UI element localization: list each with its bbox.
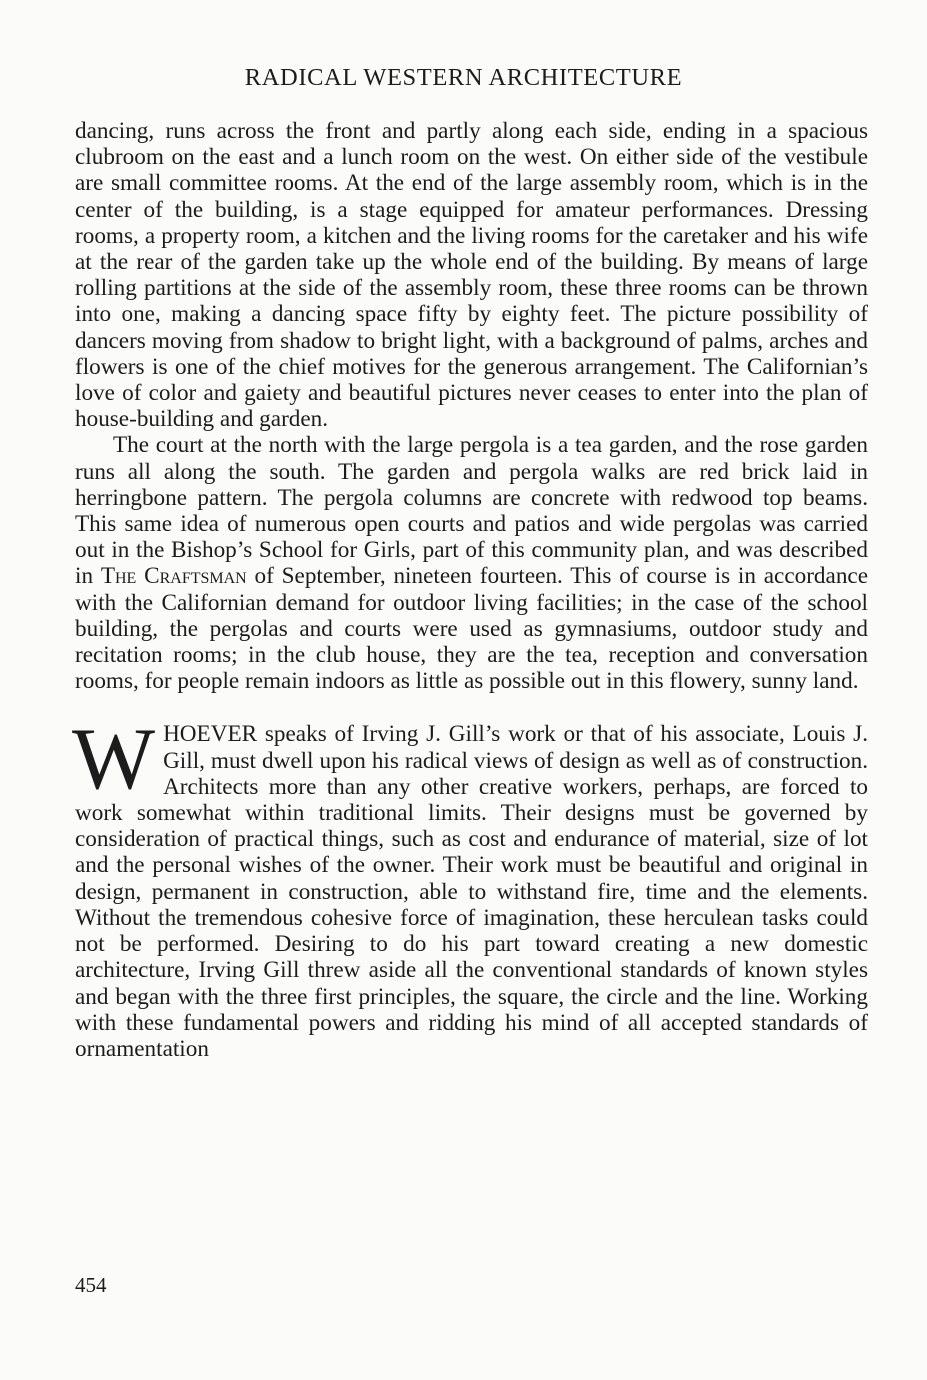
drop-cap: W bbox=[72, 711, 156, 809]
paragraph-text: speaks of Irving J. Gill’s work or that of his associate, Louis J. Gill, must dwell upon his radical views of design as well as of construction. Architects more than any other creative workers, perhaps, are forced to work somewhat within traditional limits. Their designs must be governed by consideration of practical things, such as cost and endurance of material, size of lot and the personal wishes of the owner. Their work must be beautiful and original in design, permanent in construction, able to withstand fire, time and the elements. Without the tremendous cohesive force of imagination, these herculean tasks could not be performed. Desiring to do his part toward creating a new domestic architecture, Irving Gill threw aside all the conventional standards of known styles and began with the three first principles, the square, the circle and the line. Working with these fundamental powers and ridding his mind of all accepted standards of ornamentation bbox=[75, 721, 868, 1062]
section-break bbox=[75, 694, 868, 721]
lead-in-caps: HOEVER bbox=[163, 721, 258, 748]
paragraph-text: of September, nineteen fourteen. This of course is in accordance with the Californian demand for outdoor living facilities; in the case of the school building, the pergolas and courts were used as gymnasiums, outdoor study and recitation rooms; in the club house, they are the tea, reception and conversation rooms, for people remain indoors as little as possible out in this flowery, sunny land. bbox=[75, 563, 868, 695]
page-number: 454 bbox=[75, 1273, 107, 1297]
journal-title: The Craftsman bbox=[100, 563, 247, 590]
paragraph-text: The court at the north with the large pergola is a tea garden, and the rose garden runs all along the south. The garden and pergola walks are red brick laid in herringbone pattern. The pergola columns are concrete with redwood top beams. This same idea of numerous open courts and patios and wide pergolas was carried out in the Bishop’s School for Girls, part of this community plan, and was described in bbox=[75, 432, 868, 590]
paragraph-court-garden bbox=[75, 432, 868, 694]
paragraph-irving-gill bbox=[72, 711, 868, 1062]
article-body bbox=[72, 118, 868, 1062]
paragraph-continuation: dancing, runs across the front and partly along each side, ending in a spacious clubroom on the east and a lunch room on the west. On either side of the vestibule are small committee rooms. At the end of the large assembly room, which is in the center of the building, is a stage equipped for amateur performances. Dressing rooms, a property room, a kitchen and the living rooms for the caretaker and his wife at the rear of the garden take up the whole end of the building. By means of large rolling partitions at the side of the assembly room, these three rooms can be thrown into one, making a dancing space fifty by eighty feet. The picture possibility of dancers moving from shadow to bright light, with a background of palms, arches and flowers is one of the chief motives for the generous arrangement. The Californian’s love of color and gaiety and beautiful pictures never ceases to enter into the plan of house-building and garden. bbox=[75, 118, 868, 433]
running-head: RADICAL WESTERN ARCHITECTURE bbox=[244, 64, 683, 91]
